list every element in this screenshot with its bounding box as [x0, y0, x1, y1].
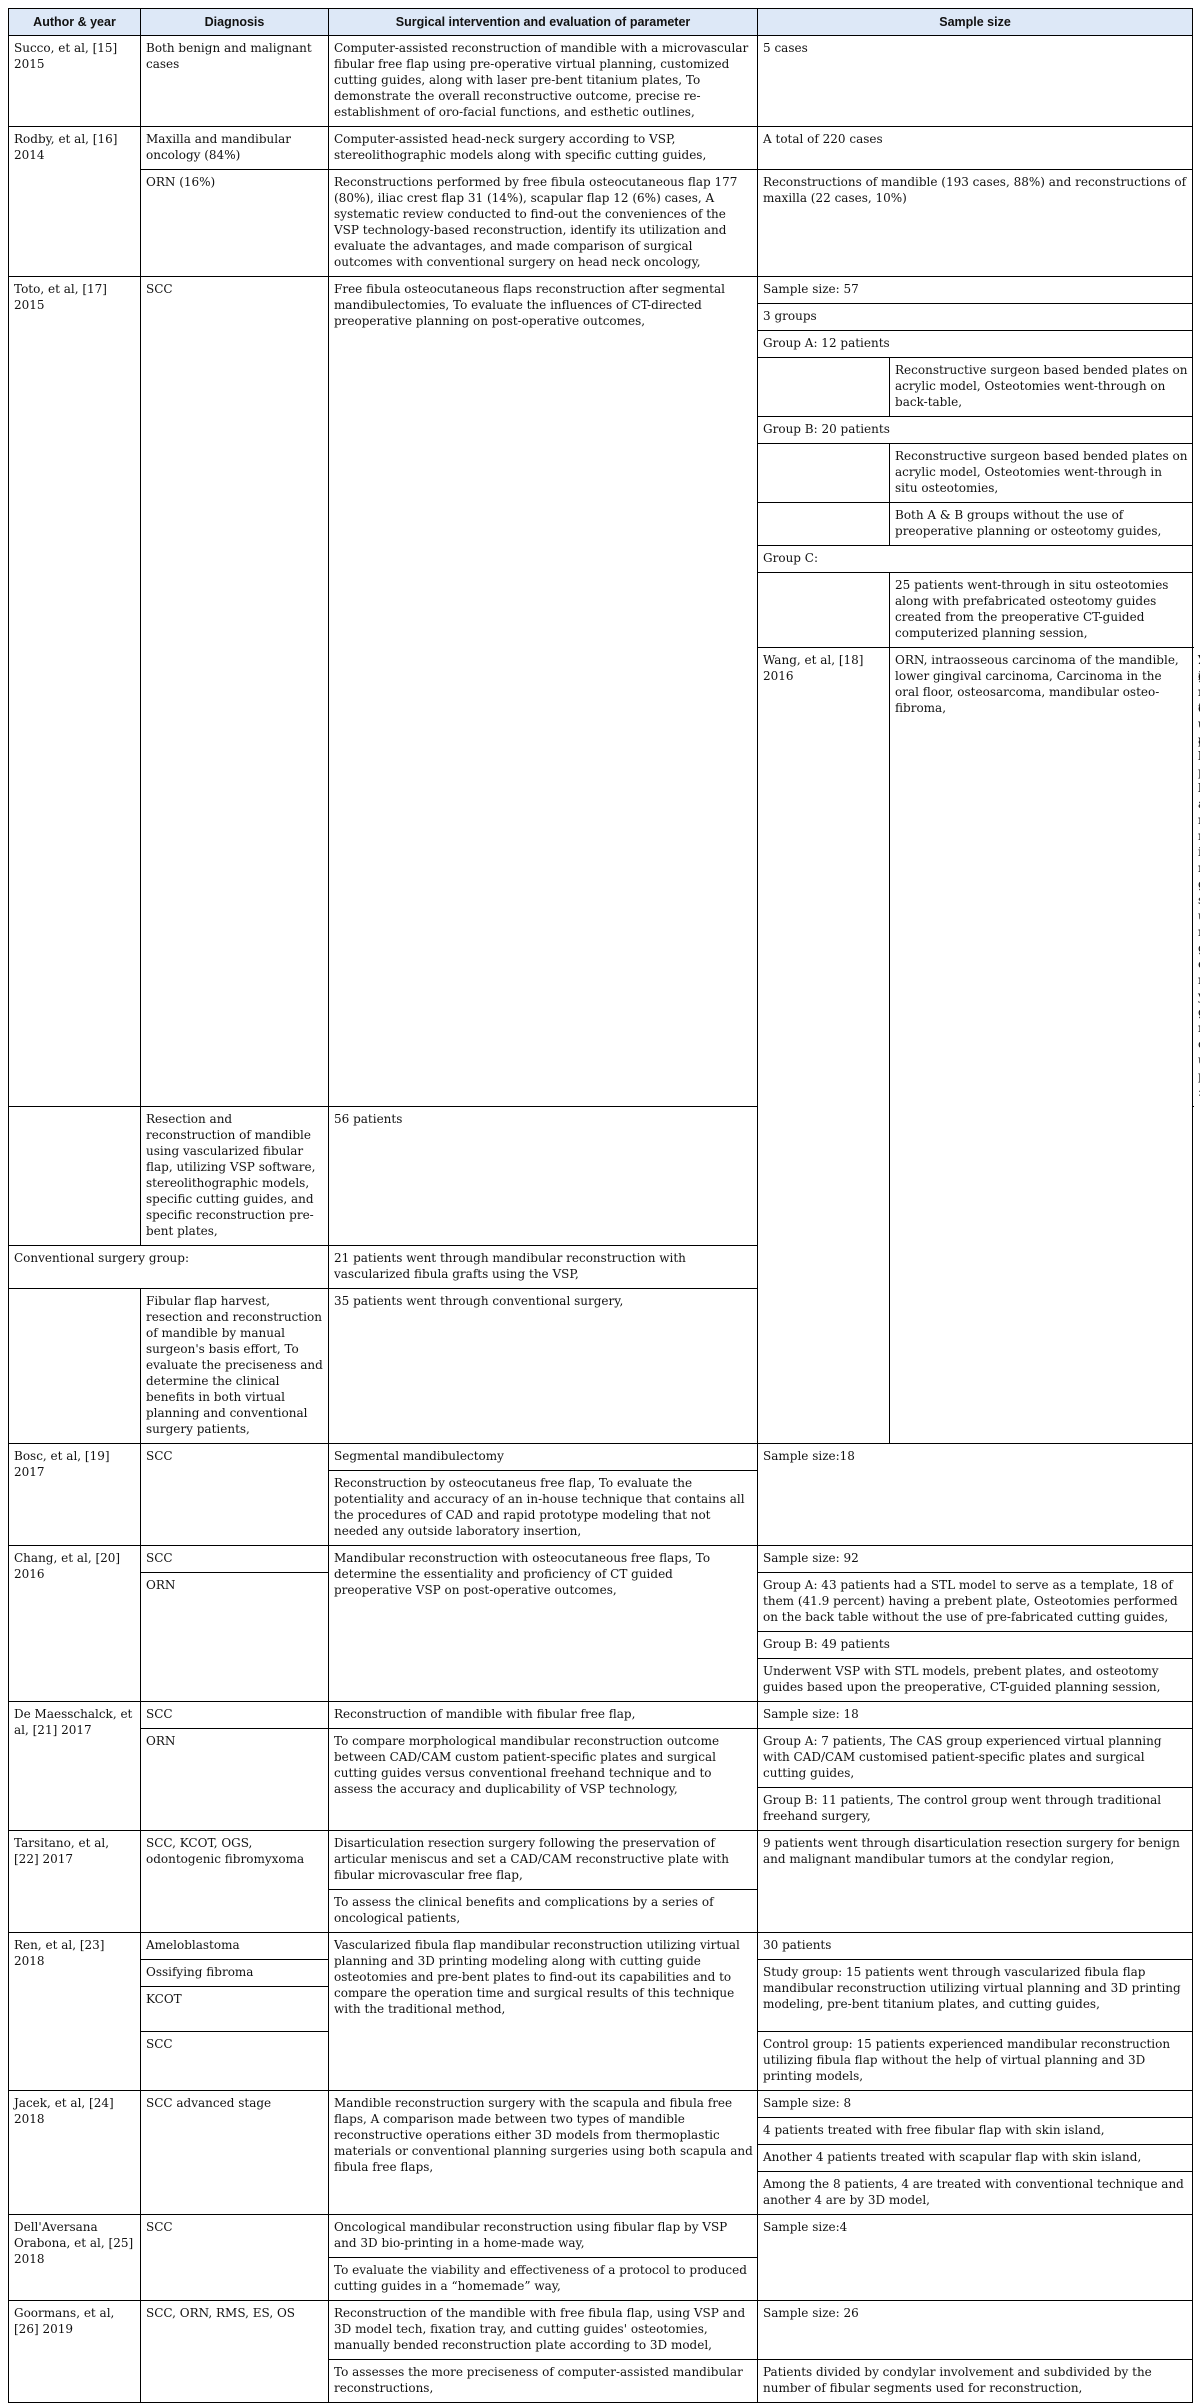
intervention-cell: Oncological mandibular reconstruction using fibular flap by VSP and 3D bio-printing in a home-made way,: [329, 2215, 758, 2258]
intervention-cell: To compare morphological mandibular reconstruction outcome between CAD/CAM custom patient-specific plates and surgical cutting guides versus conventional freehand technique and to assess the accuracy and duplicability of VSP technology,: [329, 1729, 758, 1831]
intervention-cell: Reconstructions performed by free fibula osteocutaneous flap 177 (80%), iliac crest flap 31 (14%), scapular flap 12 (6%) cases, A systematic review conducted to find-out the conveniences of the VSP technology-based reconstruction, identify its utilization and evaluate the advantages, and made comparison of surgical outcomes with conventional surgery on head neck oncology,: [329, 170, 758, 277]
sample-detail-cell: 25 patients went-through in situ osteotomies along with prefabricated osteotomy guides created from the preoperative CT-guided computerized planning session,: [890, 573, 1193, 648]
sample-cell: Another 4 patients treated with scapular flap with skin island,: [758, 2145, 1193, 2172]
intervention-cell: Computer-assisted head-neck surgery according to VSP, stereolithographic models along with specific cutting guides,: [329, 127, 758, 170]
sample-cell: 3 groups: [758, 304, 1193, 331]
author-cell: Rodby, et al, [16] 2014: [9, 127, 141, 277]
table-row: [9, 1702, 1193, 1729]
sample-cell: 9 patients went through disarticulation resection surgery for benign and malignant mandibular tumors at the condylar region,: [758, 1831, 1193, 1933]
diagnosis-cell: SCC: [141, 2032, 329, 2091]
empty-cell: [758, 444, 890, 503]
intervention-cell: Reconstruction of mandible with fibular free flap,: [329, 1702, 758, 1729]
diagnosis-cell: SCC: [141, 1546, 329, 1573]
table-row: [9, 1831, 1193, 1890]
intervention-cell: Mandibular reconstruction with osteocutaneous free flaps, To determine the essentiality and proficiency of CT guided preoperative VSP on post-operative outcomes,: [329, 1546, 758, 1702]
sample-cell: Group B: 20 patients: [758, 417, 1193, 444]
empty-cell: [9, 1107, 141, 1246]
sample-cell: Group A: 12 patients: [758, 331, 1193, 358]
diagnosis-cell: ORN (16%): [141, 170, 329, 277]
literature-table: [8, 8, 1200, 2403]
sample-cell: Group A: 43 patients had a STL model to serve as a template, 18 of them (41.9 percent) having a prebent plate, Osteotomies performed on the back table without the use of pre-fabricated cutting guides,: [758, 1573, 1193, 1632]
intervention-cell: Reconstruction by osteocutaneus free flap, To evaluate the potentiality and accuracy of an in-house technique that contains all the procedures of CAD and rapid prototype modeling that not needed any outside laboratory insertion,: [329, 1471, 758, 1546]
empty-cell: [9, 1289, 141, 1444]
diagnosis-cell: Ameloblastoma: [141, 1933, 329, 1960]
header-author-year: Author & year: [9, 9, 141, 36]
sample-detail-cell: Reconstructive surgeon based bended plates on acrylic model, Osteotomies went-through on back-table,: [890, 358, 1193, 417]
empty-cell: [758, 573, 890, 648]
intervention-cell: To assess the clinical benefits and complications by a series of oncological patients,: [329, 1890, 758, 1933]
diagnosis-cell: SCC: [141, 1444, 329, 1546]
author-cell: Bosc, et al, [19] 2017: [9, 1444, 141, 1546]
header-diagnosis: Diagnosis: [141, 9, 329, 36]
sample-cell: Patients divided by condylar involvement and subdivided by the number of fibular segments used for reconstruction,: [758, 2360, 1193, 2403]
header-intervention: Surgical intervention and evaluation of parameter: [329, 9, 758, 36]
diagnosis-cell: ORN, intraosseous carcinoma of the mandible, lower gingival carcinoma, Carcinoma in the oral floor, osteosarcoma, mandibular osteo-fibroma,: [890, 648, 1193, 1444]
author-cell: Wang, et al, [18] 2016: [758, 648, 890, 1444]
diagnosis-cell: SCC: [141, 277, 329, 1107]
author-cell: Goormans, et al, [26] 2019: [9, 2301, 141, 2403]
intervention-cell: Computer-assisted reconstruction of mandible with a microvascular fibular free flap using pre-operative virtual planning, customized cutting guides, along with laser pre-bent titanium plates, To demonstrate the overall reconstructive outcome, precise re-establishment of oro-facial functions, and esthetic outlines,: [329, 36, 758, 127]
table-row: [9, 1933, 1193, 1960]
sample-cell: 30 patients: [758, 1933, 1193, 1960]
sample-detail-cell: Both A & B groups without the use of preoperative planning or osteotomy guides,: [890, 503, 1193, 546]
diagnosis-cell: SCC, ORN, RMS, ES, OS: [141, 2301, 329, 2403]
table-row: [9, 1729, 1193, 1788]
author-cell: Chang, et al, [20] 2016: [9, 1546, 141, 1702]
diagnosis-cell: SCC, KCOT, OGS, odontogenic fibromyxoma: [141, 1831, 329, 1933]
header-sample-size: Sample size: [758, 9, 1193, 36]
table-row: [9, 1444, 1193, 1471]
intervention-detail-cell: Resection and reconstruction of mandible using vascularized fibular flap, utilizing VSP software, stereolithographic models, specific cutting guides, and specific reconstruction pre-bent plates,: [141, 1107, 329, 1246]
table-row: [9, 170, 1193, 277]
sample-cell: Group B: 49 patients: [758, 1632, 1193, 1659]
intervention-cell: To evaluate the viability and effectiveness of a protocol to produced cutting guides in a “homemade” way,: [329, 2258, 758, 2301]
author-cell: De Maesschalck, et al, [21] 2017: [9, 1702, 141, 1831]
sample-cell: 56 patients: [329, 1107, 758, 1246]
header-row: [9, 9, 1193, 36]
diagnosis-cell: Ossifying fibroma: [141, 1960, 329, 1987]
sample-cell: Among the 8 patients, 4 are treated with conventional technique and another 4 are by 3D model,: [758, 2172, 1193, 2215]
intervention-cell: Mandible reconstruction surgery with the scapula and fibula free flaps, A comparison made between two types of mandible reconstructive operations either 3D models from thermoplastic materials or conventional planning surgeries using both scapula and fibula free flaps,: [329, 2091, 758, 2215]
sample-cell: A total of 220 cases: [758, 127, 1193, 170]
sample-cell: 5 cases: [758, 36, 1193, 127]
sample-cell: 21 patients went through mandibular reconstruction with vascularized fibula grafts using the VSP,: [329, 1246, 758, 1289]
diagnosis-cell: SCC: [141, 1702, 329, 1729]
sample-detail-cell: Reconstructive surgeon based bended plates on acrylic model, Osteotomies went-through in situ osteotomies,: [890, 444, 1193, 503]
sample-cell: Group B: 11 patients, The control group went through traditional freehand surgery,: [758, 1788, 1193, 1831]
sample-cell: 4 patients treated with free fibular flap with skin island,: [758, 2118, 1193, 2145]
intervention-cell: Conventional surgery group:: [9, 1246, 329, 1289]
sample-cell: 35 patients went through conventional surgery,: [329, 1289, 758, 1444]
author-cell: Tarsitano, et al, [22] 2017: [9, 1831, 141, 1933]
intervention-cell: Reconstruction of the mandible with free fibula flap, using VSP and 3D model tech, fixation tray, and cutting guides' osteotomies, manually bended reconstruction plate according to 3D model,: [329, 2301, 758, 2360]
diagnosis-cell: ORN: [141, 1573, 329, 1702]
intervention-cell: Vascularized fibula flap mandibular reconstruction utilizing virtual planning and 3D printing modeling along with cutting guide osteotomies and pre-bent plates to find-out its capabilities and to compare the operation time and surgical results of this technique with the traditional method,: [329, 1933, 758, 2091]
table-row: [9, 36, 1193, 127]
author-cell: Jacek, et al, [24] 2018: [9, 2091, 141, 2215]
sample-cell: Sample size: 26: [758, 2301, 1193, 2360]
sample-cell: Study group: 15 patients went through vascularized fibula flap mandibular reconstruction utilizing virtual planning and 3D printing modeling, pre-bent titanium plates, and cutting guides,: [758, 1960, 1193, 2032]
diagnosis-cell: SCC: [141, 2215, 329, 2301]
intervention-cell: Segmental mandibulectomy: [329, 1444, 758, 1471]
sample-cell: Group A: 7 patients, The CAS group experienced virtual planning with CAD/CAM customised patient-specific plates and surgical cutting guides,: [758, 1729, 1193, 1788]
author-cell: Toto, et al, [17] 2015: [9, 277, 141, 1107]
table-row: [9, 1546, 1193, 1573]
diagnosis-cell: Both benign and malignant cases: [141, 36, 329, 127]
intervention-cell: Disarticulation resection surgery following the preservation of articular meniscus and set a CAD/CAM reconstructive plate with fibular microvascular free flap,: [329, 1831, 758, 1890]
sample-cell: Control group: 15 patients experienced mandibular reconstruction utilizing fibula flap without the help of virtual planning and 3D printing models,: [758, 2032, 1193, 2091]
table-row: [9, 127, 1193, 170]
intervention-cell: Free fibula osteocutaneous flaps reconstruction after segmental mandibulectomies, To evaluate the influences of CT-directed preoperative planning on post-operative outcomes,: [329, 277, 758, 1107]
sample-cell: Sample size:18: [758, 1444, 1193, 1546]
intervention-cell: To assesses the more preciseness of computer-assisted mandibular reconstructions,: [329, 2360, 758, 2403]
author-cell: Dell'Aversana Orabona, et al, [25] 2018: [9, 2215, 141, 2301]
diagnosis-cell: ORN: [141, 1729, 329, 1831]
empty-cell: [758, 358, 890, 417]
author-cell: Ren, et al, [23] 2018: [9, 1933, 141, 2091]
table-row: [9, 2301, 1193, 2360]
table-row: [9, 2215, 1193, 2258]
sample-cell: Reconstructions of mandible (193 cases, 88%) and reconstructions of maxilla (22 cases, 10%): [758, 170, 1193, 277]
sample-cell: Sample size: 57: [758, 277, 1193, 304]
diagnosis-cell: SCC advanced stage: [141, 2091, 329, 2215]
empty-cell: [758, 503, 890, 546]
intervention-detail-cell: Fibular flap harvest, resection and reconstruction of mandible by manual surgeon's basis effort, To evaluate the preciseness and determine the clinical benefits in both virtual planning and conventional surgery patients,: [141, 1289, 329, 1444]
table-row: [9, 2091, 1193, 2118]
sample-cell: Underwent VSP with STL models, prebent plates, and osteotomy guides based upon the preoperative, CT-guided planning session,: [758, 1659, 1193, 1702]
diagnosis-cell: Maxilla and mandibular oncology (84%): [141, 127, 329, 170]
sample-cell: Group C:: [758, 546, 1193, 573]
sample-cell: Sample size:4: [758, 2215, 1193, 2301]
sample-cell: Sample size: 18: [758, 1702, 1193, 1729]
table-row: Wang, et al, [18] 2016 ORN, intraosseous carcinoma of the mandible, lower gingival carcinoma, Carcinoma in the oral floor, osteosarcoma, mandibular osteo-fibroma, i l l i: [9, 648, 1193, 1107]
table-row: [9, 277, 1193, 304]
author-cell: Succo, et al, [15] 2015: [9, 36, 141, 127]
sample-cell: Sample size: 92: [758, 1546, 1193, 1573]
sample-cell: Sample size: 8: [758, 2091, 1193, 2118]
diagnosis-cell: KCOT: [141, 1987, 329, 2032]
